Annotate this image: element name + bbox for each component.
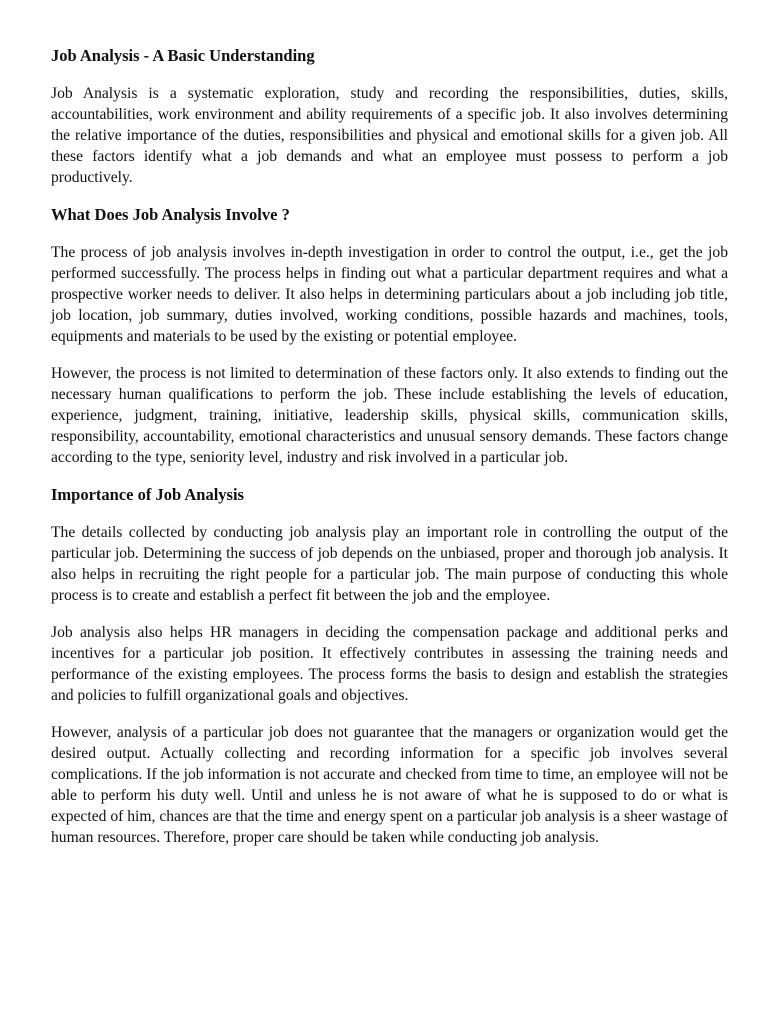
intro-paragraph: Job Analysis is a systematic exploration, study and recording the responsibilities, duties, skills, accountabilities, work environment and ability requirements of a specific job. It also involves determining the relative importance of the duties, responsibilities and physical and emotional skills for a given job. All these factors identify what a job demands and what an employee must possess to perform a job productively. (51, 85, 728, 186)
section-heading-importance-of-job-analysis: Importance of Job Analysis (51, 485, 244, 504)
document-title: Job Analysis - A Basic Understanding (51, 46, 315, 65)
paragraph-human-qualifications: However, the process is not limited to determination of these factors only. It also extends to finding out the necessary human qualifications to perform the job. These include establishing the levels of education, experience, judgment, training, initiative, leadership skills, physical skills, communication skills, responsibility, accountability, emotional characteristics and unusual sensory demands. These factors change according to the type, seniority level, industry and risk involved in a particular job. (51, 365, 728, 466)
paragraph-details-collected: The details collected by conducting job analysis play an important role in controlling the output of the particular job. Determining the success of job depends on the unbiased, proper and thorough job analysis. It also helps in recruiting the right people for a particular job. The main purpose of conducting this whole process is to create and establish a perfect fit between the job and the employee. (51, 524, 728, 604)
paragraph-process-of-job-analysis: The process of job analysis involves in-depth investigation in order to control the output, i.e., get the job performed successfully. The process helps in finding out what a particular department requires and what a prospective worker needs to deliver. It also helps in determining particulars about a job including job title, job location, job summary, duties involved, working conditions, possible hazards and machines, tools, equipments and materials to be used by the existing or potential employee. (51, 244, 728, 345)
section-heading-what-does-job-analysis-involve: What Does Job Analysis Involve ? (51, 205, 290, 224)
paragraph-hr-managers: Job analysis also helps HR managers in deciding the compensation package and additional perks and incentives for a particular job position. It effectively contributes in assessing the training needs and performance of the existing employees. The process forms the basis to design and establish the strategies and policies to fulfill organizational goals and objectives. (51, 624, 728, 704)
paragraph-no-guarantee: However, analysis of a particular job does not guarantee that the managers or organization would get the desired output. Actually collecting and recording information for a specific job involves several complications. If the job information is not accurate and checked from time to time, an employee will not be able to perform his duty well. Until and unless he is not aware of what he is supposed to do or what is expected of him, chances are that the time and energy spent on a particular job analysis is a sheer wastage of human resources. Therefore, proper care should be taken while conducting job analysis. (51, 724, 728, 846)
